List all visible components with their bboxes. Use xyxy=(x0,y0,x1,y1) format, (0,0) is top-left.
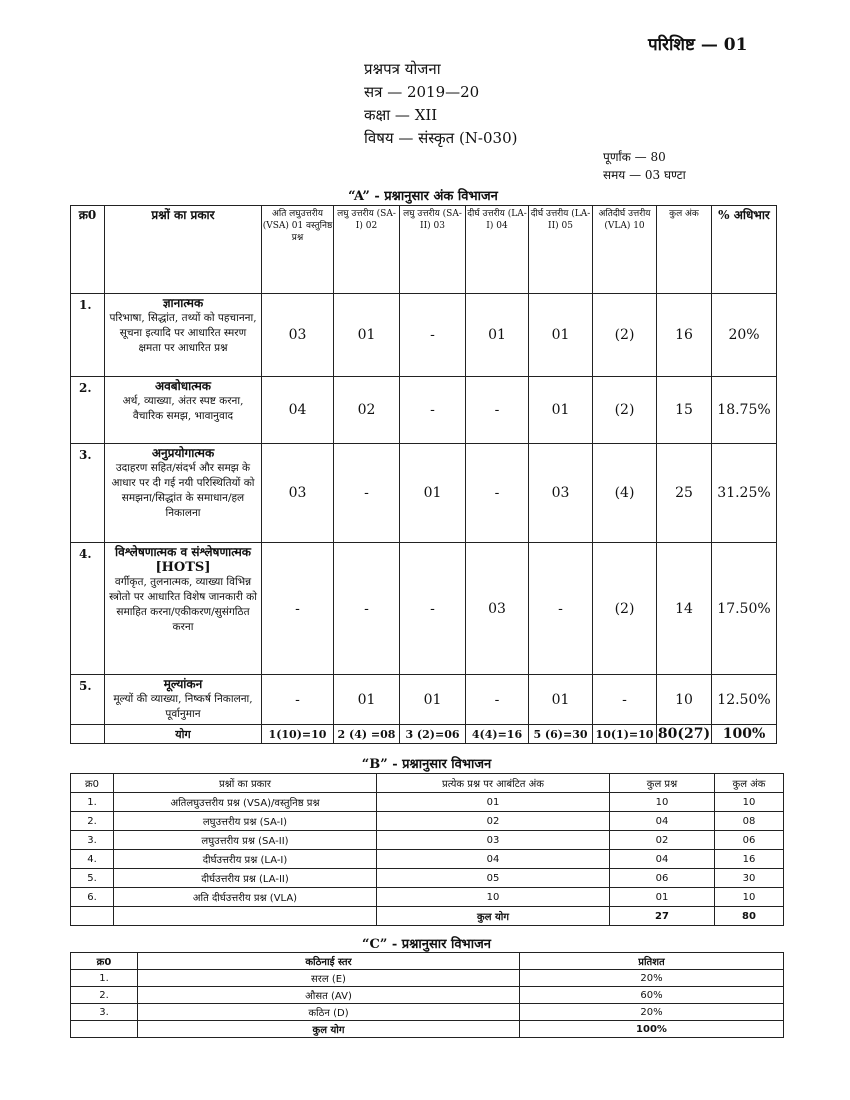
question-type: लघुउत्तरीय प्रश्न (SA-II) xyxy=(114,831,377,850)
col-header-la2: दीर्घ उत्तरीय (LA-II) 05 xyxy=(529,206,593,294)
question-type-cell xyxy=(105,543,262,675)
total-sn-empty xyxy=(71,725,105,744)
value-cell: 17.50% xyxy=(712,543,777,675)
value-cell: 25 xyxy=(657,444,712,543)
row-sn: 1. xyxy=(71,970,138,987)
question-type: दीर्घउत्तरीय प्रश्न (LA-I) xyxy=(114,850,377,869)
question-type-cell xyxy=(105,377,262,444)
section-b-table xyxy=(70,773,784,926)
value-cell: 14 xyxy=(657,543,712,675)
value-cell: - xyxy=(593,675,657,725)
table-row xyxy=(71,793,784,812)
value-cell: 01 xyxy=(529,675,593,725)
question-type-title: अनुप्रयोगात्मक xyxy=(151,446,215,460)
value-cell: - xyxy=(334,543,400,675)
section-a-table xyxy=(70,205,777,744)
section-b-caption: “B” - प्रश्नानुसार विभाजन xyxy=(361,757,492,772)
table-row xyxy=(71,812,784,831)
section-c-table xyxy=(70,952,784,1038)
question-type-desc: अर्थ, व्याख्या, अंतर स्पष्ट करना, वैचारिक समझ, भावानुवाद xyxy=(122,395,244,422)
question-type-cell xyxy=(105,444,262,543)
difficulty-percent: 20% xyxy=(520,1004,784,1021)
total-label: कुल योग xyxy=(377,907,610,926)
question-count: 10 xyxy=(610,793,715,812)
header-title: प्रश्नपत्र योजना xyxy=(364,60,441,78)
question-type: अति दीर्घउत्तरीय प्रश्न (VLA) xyxy=(114,888,377,907)
table-row xyxy=(71,888,784,907)
question-count: 04 xyxy=(610,850,715,869)
row-sn: 4. xyxy=(71,850,114,869)
value-cell: 01 xyxy=(334,294,400,377)
value-cell: 01 xyxy=(466,294,529,377)
total-row xyxy=(71,907,784,926)
table-row xyxy=(71,987,784,1004)
value-cell: 10 xyxy=(657,675,712,725)
total-label: योग xyxy=(105,725,262,744)
table-row xyxy=(71,1004,784,1021)
total-cell: 80(27) xyxy=(657,726,711,742)
total-empty xyxy=(114,907,377,926)
header-class: कक्षा — XII xyxy=(364,106,438,124)
total-row xyxy=(71,1021,784,1038)
table-row xyxy=(71,444,777,543)
section-b-header-row xyxy=(71,774,784,793)
value-cell: - xyxy=(400,377,466,444)
marks-each: 10 xyxy=(377,888,610,907)
total-cell: 100% xyxy=(712,725,777,744)
row-sn: 3. xyxy=(71,1004,138,1021)
total-cell: 5 (6)=30 xyxy=(529,725,593,744)
header-subject: विषय — संस्कृत (N-030) xyxy=(364,129,518,147)
table-row xyxy=(71,294,777,377)
value-cell: 15 xyxy=(657,377,712,444)
value-cell: (2) xyxy=(593,294,657,377)
value-cell: 16 xyxy=(657,294,712,377)
section-c-caption: “C” - प्रश्नानुसार विभाजन xyxy=(362,937,491,952)
col-header-type: प्रश्नों का प्रकार xyxy=(114,774,377,793)
document-header xyxy=(364,58,517,150)
marks-each: 05 xyxy=(377,869,610,888)
row-sn: 1. xyxy=(71,294,105,377)
col-header-type: प्रश्नों का प्रकार xyxy=(105,206,262,294)
value-cell: - xyxy=(529,543,593,675)
col-header-marks-each: प्रत्येक प्रश्न पर आबंटित अंक xyxy=(377,774,610,793)
section-c-header-row xyxy=(71,953,784,970)
col-header-total-marks: कुल अंक xyxy=(715,774,784,793)
value-cell: 20% xyxy=(712,294,777,377)
question-type-desc: परिभाषा, सिद्धांत, तथ्यों को पहचानना, सूचना इत्यादि पर आधारित स्मरण क्षमता पर आधारित प्रश्न xyxy=(109,312,257,354)
value-cell: - xyxy=(334,444,400,543)
header-session: सत्र — 2019—20 xyxy=(364,83,480,101)
value-cell: 01 xyxy=(529,377,593,444)
value-cell: (2) xyxy=(593,543,657,675)
value-cell: 01 xyxy=(334,675,400,725)
col-header-total-questions: कुल प्रश्न xyxy=(610,774,715,793)
row-sn: 2. xyxy=(71,377,105,444)
col-header-sn: क्र0 xyxy=(71,774,114,793)
value-cell: 03 xyxy=(262,294,334,377)
col-header-weightage: % अधिभार xyxy=(712,206,777,294)
total-label: कुल योग xyxy=(138,1021,520,1038)
value-cell: (4) xyxy=(593,444,657,543)
marks-each: 03 xyxy=(377,831,610,850)
difficulty-level: औसत (AV) xyxy=(138,987,520,1004)
table-row xyxy=(71,869,784,888)
appendix-label: परिशिष्ट — 01 xyxy=(648,35,748,55)
hots-label: [HOTS] xyxy=(155,560,211,575)
value-cell: 31.25% xyxy=(712,444,777,543)
marks-total: 06 xyxy=(715,831,784,850)
col-header-sa2: लघु उत्तरीय (SA-II) 03 xyxy=(400,206,466,294)
question-count: 01 xyxy=(610,888,715,907)
value-cell: - xyxy=(466,675,529,725)
difficulty-level: कठिन (D) xyxy=(138,1004,520,1021)
total-marks: 80 xyxy=(715,907,784,926)
value-cell: - xyxy=(400,543,466,675)
marks-each: 04 xyxy=(377,850,610,869)
total-cell: 3 (2)=06 xyxy=(400,725,466,744)
difficulty-level: सरल (E) xyxy=(138,970,520,987)
question-type-title: अवबोधात्मक xyxy=(154,379,212,393)
row-sn: 5. xyxy=(71,675,105,725)
total-cell: 2 (4) =08 xyxy=(334,725,400,744)
col-header-sn: क्र0 xyxy=(71,953,138,970)
row-sn: 3. xyxy=(71,831,114,850)
exam-meta xyxy=(603,148,686,184)
question-type-desc: वर्गीकृत, तुलनात्मक, व्याख्या विभिन्न स्त्रोतो पर आधारित विशेष जानकारी को समाहित करना/एकीकरण/सुसंगठित करना xyxy=(109,576,257,633)
question-type: दीर्घउत्तरीय प्रश्न (LA-II) xyxy=(114,869,377,888)
row-sn: 5. xyxy=(71,869,114,888)
value-cell: 01 xyxy=(529,294,593,377)
row-sn: 2. xyxy=(71,987,138,1004)
question-count: 06 xyxy=(610,869,715,888)
value-cell: - xyxy=(466,444,529,543)
value-cell: 01 xyxy=(400,444,466,543)
total-cell: 1(10)=10 xyxy=(262,725,334,744)
value-cell: 02 xyxy=(334,377,400,444)
col-header-difficulty: कठिनाई स्तर xyxy=(138,953,520,970)
marks-total: 30 xyxy=(715,869,784,888)
row-sn: 2. xyxy=(71,812,114,831)
table-row xyxy=(71,675,777,725)
row-sn: 1. xyxy=(71,793,114,812)
row-sn: 3. xyxy=(71,444,105,543)
difficulty-percent: 60% xyxy=(520,987,784,1004)
marks-each: 02 xyxy=(377,812,610,831)
value-cell: 03 xyxy=(466,543,529,675)
total-row xyxy=(71,725,777,744)
question-type: अतिलघुउत्तरीय प्रश्न (VSA)/वस्तुनिष्ठ प्रश्न xyxy=(114,793,377,812)
question-type-cell xyxy=(105,675,262,725)
max-marks: पूर्णांक — 80 xyxy=(603,150,666,164)
value-cell: 03 xyxy=(262,444,334,543)
value-cell: - xyxy=(262,675,334,725)
question-type: लघुउत्तरीय प्रश्न (SA-I) xyxy=(114,812,377,831)
total-percent: 100% xyxy=(520,1021,784,1038)
value-cell: 01 xyxy=(400,675,466,725)
value-cell: - xyxy=(400,294,466,377)
question-type-title: विश्लेषणात्मक व संश्लेषणात्मक xyxy=(114,545,252,559)
section-a-header-row xyxy=(71,206,777,294)
total-empty xyxy=(71,1021,138,1038)
value-cell: 03 xyxy=(529,444,593,543)
question-type-title: मूल्यांकन xyxy=(163,677,203,691)
row-sn: 6. xyxy=(71,888,114,907)
marks-each: 01 xyxy=(377,793,610,812)
table-row xyxy=(71,831,784,850)
question-count: 04 xyxy=(610,812,715,831)
col-header-sa1: लघु उत्तरीय (SA-I) 02 xyxy=(334,206,400,294)
total-cell: 4(4)=16 xyxy=(466,725,529,744)
col-header-percent: प्रतिशत xyxy=(520,953,784,970)
marks-total: 10 xyxy=(715,793,784,812)
table-row xyxy=(71,543,777,675)
value-cell: 18.75% xyxy=(712,377,777,444)
marks-total: 08 xyxy=(715,812,784,831)
col-header-sn: क्र0 xyxy=(71,206,105,294)
total-cell: 10(1)=10 xyxy=(593,725,657,744)
col-header-total: कुल अंक xyxy=(657,206,712,294)
marks-total: 10 xyxy=(715,888,784,907)
value-cell: (2) xyxy=(593,377,657,444)
question-type-desc: उदाहरण सहित/संदर्भ और समझ के आधार पर दी गई नयी परिस्थितियों को समझना/सिद्धांत के समाधान/हल निकालना xyxy=(111,462,255,519)
value-cell: - xyxy=(262,543,334,675)
question-count: 02 xyxy=(610,831,715,850)
value-cell: - xyxy=(466,377,529,444)
total-empty xyxy=(71,907,114,926)
difficulty-percent: 20% xyxy=(520,970,784,987)
col-header-vsa: अति लघुउत्तरीय (VSA) 01 वस्तुनिष्ठ प्रश्न xyxy=(262,206,334,294)
table-row xyxy=(71,377,777,444)
col-header-vla: अतिदीर्घ उत्तरीय (VLA) 10 xyxy=(593,206,657,294)
table-row xyxy=(71,850,784,869)
table-row xyxy=(71,970,784,987)
question-type-desc: मूल्यों की व्याख्या, निष्कर्ष निकालना, पूर्वानुमान xyxy=(113,693,253,720)
exam-time: समय — 03 घण्टा xyxy=(603,168,686,182)
col-header-la1: दीर्घ उत्तरीय (LA-I) 04 xyxy=(466,206,529,294)
question-type-cell xyxy=(105,294,262,377)
value-cell: 04 xyxy=(262,377,334,444)
marks-total: 16 xyxy=(715,850,784,869)
total-questions: 27 xyxy=(610,907,715,926)
section-a-caption: “A” - प्रश्नानुसार अंक विभाजन xyxy=(348,189,498,204)
row-sn: 4. xyxy=(71,543,105,675)
question-type-title: ज्ञानात्मक xyxy=(162,296,204,310)
value-cell: 12.50% xyxy=(712,675,777,725)
